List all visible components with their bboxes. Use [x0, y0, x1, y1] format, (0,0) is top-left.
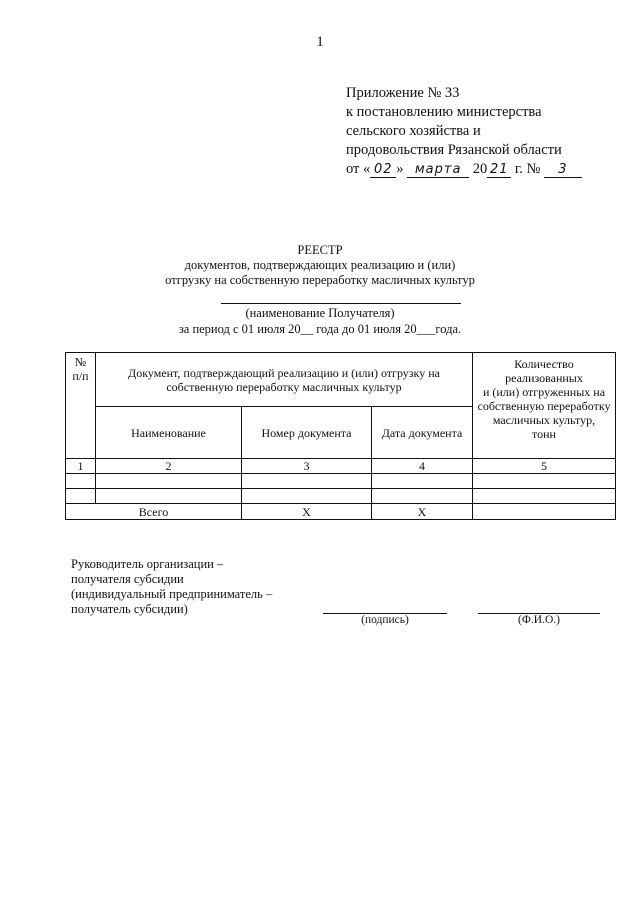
- appendix-block: [346, 84, 582, 179]
- col-header-document: Документ, подтверждающий реализацию и (или) отгрузку на собственную переработку масличных культур: [96, 353, 473, 407]
- total-label: Всего: [66, 504, 242, 520]
- sub-header-name: Наименование: [96, 407, 242, 459]
- appendix-line-2: к постановлению министерства: [346, 104, 542, 120]
- registry-table: [65, 352, 616, 520]
- handwritten-month: марта: [407, 163, 469, 178]
- index-cell: 4: [372, 459, 473, 474]
- empty-cell: [473, 489, 616, 504]
- appendix-date-line: [346, 160, 582, 179]
- empty-cell: [66, 489, 96, 504]
- fio-caption: (Ф.И.О.): [518, 614, 560, 626]
- appendix-line-4: продовольствия Рязанской области: [346, 142, 562, 158]
- empty-row: [66, 474, 616, 489]
- index-cell: 2: [96, 459, 242, 474]
- handwritten-year: 21: [487, 163, 511, 178]
- sub-header-doc-number: Номер документа: [242, 407, 372, 459]
- empty-cell: [473, 474, 616, 489]
- recipient-name-line: [221, 303, 461, 304]
- recipient-caption: (наименование Получателя): [245, 306, 395, 320]
- empty-cell: [372, 474, 473, 489]
- col-header-quantity: Количество реализованных и (или) отгруженных на собственную переработку масличных культур, тонн: [473, 353, 616, 459]
- signatory-line-4: получатель субсидии): [71, 602, 188, 616]
- handwritten-day: 02: [370, 163, 396, 178]
- col-header-number: № п/п: [66, 353, 96, 459]
- year-word: г. №: [511, 161, 544, 177]
- empty-cell: [96, 474, 242, 489]
- total-date-mark: Х: [372, 504, 473, 520]
- index-cell: 5: [473, 459, 616, 474]
- signatory-line-3: (индивидуальный предприниматель –: [71, 587, 273, 601]
- total-number-mark: Х: [242, 504, 372, 520]
- document-heading: РЕЕСТР: [297, 243, 343, 257]
- page-number: 1: [316, 34, 324, 50]
- appendix-line-3: сельского хозяйства и: [346, 123, 481, 139]
- empty-cell: [96, 489, 242, 504]
- empty-row: [66, 489, 616, 504]
- date-quote-close: »: [396, 161, 404, 177]
- sub-header-doc-date: Дата документа: [372, 407, 473, 459]
- empty-cell: [242, 489, 372, 504]
- document-subtitle-1: документов, подтверждающих реализацию и (или): [184, 258, 456, 272]
- index-cell: 1: [66, 459, 96, 474]
- signatory-line-1: Руководитель организации –: [71, 557, 224, 571]
- period-line: за период с 01 июля 20__ года до 01 июля 20___года.: [178, 322, 462, 336]
- date-prefix: от «: [346, 161, 371, 177]
- empty-cell: [242, 474, 372, 489]
- document-subtitle-2: отгрузку на собственную переработку масличных культур: [165, 273, 475, 287]
- signatory-line-2: получателя субсидии: [71, 572, 184, 586]
- total-quantity: [473, 504, 616, 520]
- appendix-title: Приложение № 33: [346, 85, 460, 101]
- empty-cell: [66, 474, 96, 489]
- signature-caption: (подпись): [361, 614, 409, 626]
- signatory-block: [71, 557, 272, 617]
- handwritten-number: 3: [544, 163, 582, 178]
- year-prefix: 20: [472, 161, 488, 177]
- index-cell: 3: [242, 459, 372, 474]
- empty-cell: [372, 489, 473, 504]
